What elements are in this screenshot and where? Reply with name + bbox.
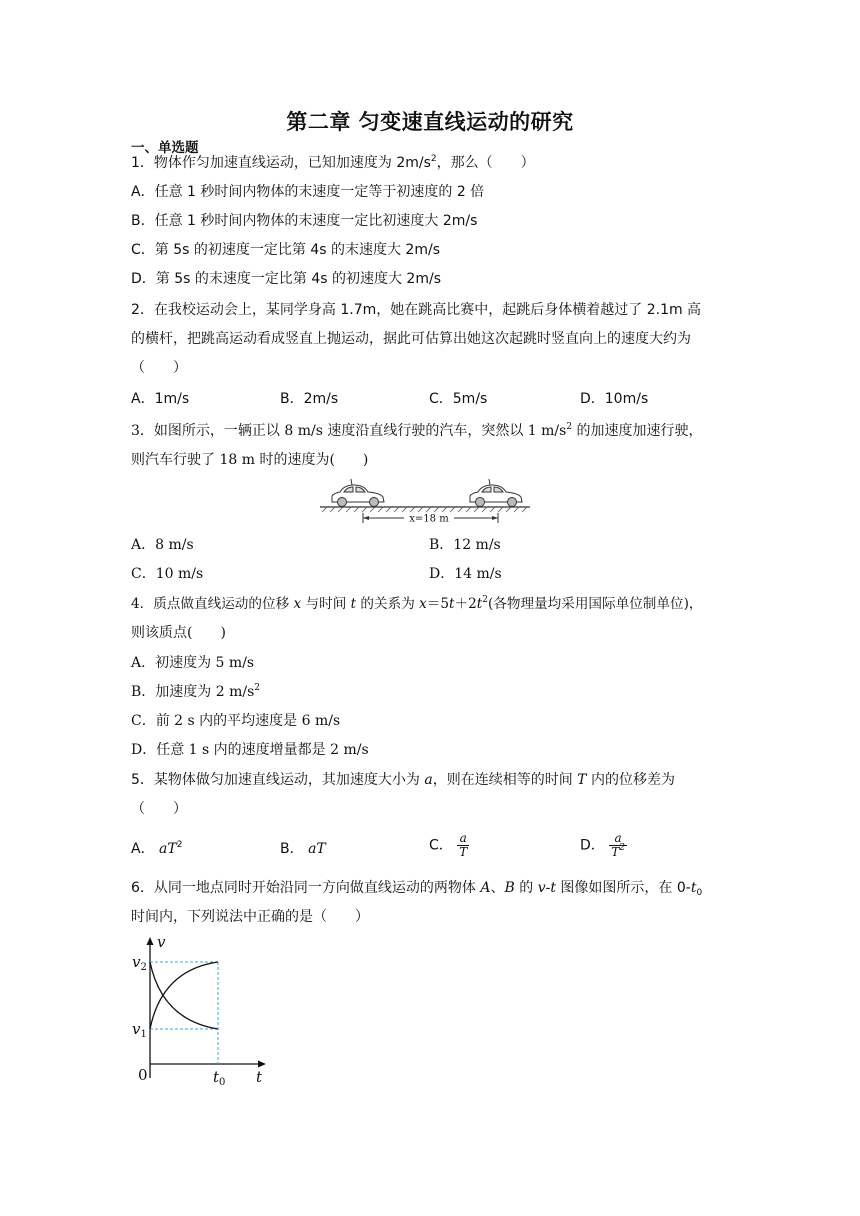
q4-option-d: D．任意 1 s 内的速度增量都是 2 m/s <box>131 742 369 758</box>
q1-option-b: B．任意 1 秒时间内物体的末速度一定比初速度大 2m/s <box>131 213 478 229</box>
origin-label: 0 <box>138 1066 148 1084</box>
q3-option-b: B．12 m/s <box>429 537 501 553</box>
q3-option-a: A．8 m/s <box>131 537 194 553</box>
q1-option-d: D．第 5s 的末速度一定比第 4s 的初速度大 2m/s <box>131 271 441 287</box>
q3-car-figure <box>318 477 532 525</box>
car-2-icon <box>470 479 522 507</box>
q3-stem-line1: 3．如图所示，一辆正以 8 m/s 速度沿直线行驶的汽车，突然以 1 $m/s^2$ 的加速度加速行驶， <box>131 422 703 439</box>
q6-vt-graph <box>128 934 278 1088</box>
q2-option-c: C．5m/s <box>429 391 488 407</box>
curve-decreasing <box>150 962 218 1029</box>
section-heading: 一、单选题 <box>131 140 199 156</box>
q5-stem-line2: （ ） <box>131 801 187 817</box>
q2-stem-line3: （ ） <box>131 360 187 376</box>
q5-c-fraction: $\frac{a}{T}$ <box>459 831 468 859</box>
car-1-icon <box>332 479 384 507</box>
q3-distance-label: x=18 m <box>409 513 449 525</box>
q4-option-a: A．初速度为 5 m/s <box>131 655 255 671</box>
q5-stem-line1: 5．某物体做匀加速直线运动，其加速度大小为 a，则在连续相等的时间 T 内的位移差为 <box>131 772 675 788</box>
curve-increasing <box>150 962 218 1029</box>
q3-stem-line2: 则汽车行驶了 18 m 时的速度为( ) <box>131 452 369 468</box>
q4-stem-line1: 4．质点做直线运动的位移 x 与时间 t 的关系为 $x=5t+2t^2$(各物理量均采用国际单位制单位)， <box>131 595 703 612</box>
q1-stem: 1．物体作匀加速直线运动，已知加速度为 $2m/s^2$，那么（ ） <box>131 154 535 171</box>
q6-stem-line2: 时间内，下列说法中正确的是（ ） <box>131 909 369 925</box>
q5-option-b: B． aT <box>280 841 326 857</box>
q2-option-a: A．1m/s <box>131 391 190 407</box>
q4-stem-line2: 则该质点( ) <box>131 625 226 641</box>
q2-option-d: D．10m/s <box>580 391 649 407</box>
q6-stem-line1: 6．从同一地点同时开始沿同一方向做直线运动的两物体 A、B 的 v-t 图像如图所示，在 $0-t_0$ <box>131 880 703 898</box>
axis-t-label: t <box>256 1068 263 1086</box>
q1-option-a: A．任意 1 秒时间内物体的末速度一定等于初速度的 2 倍 <box>131 184 485 200</box>
q2-stem-line1: 2．在我校运动会上，某同学身高 1.7m，她在跳高比赛中，起跳后身体横着越过了 2.1m 高 <box>131 302 702 318</box>
q3-option-c: C．10 m/s <box>131 566 204 582</box>
q5-option-c: C． $\frac{a}{T}$ <box>429 831 468 859</box>
q2-stem-line2: 的横杆，把跳高运动看成竖直上抛运动，据此可估算出她这次起跳时竖直向上的速度大约为 <box>131 331 691 347</box>
v1-label: $v_1$ <box>132 1020 147 1040</box>
axis-v-label: v <box>157 934 166 951</box>
q5-d-fraction: $\frac{a}{T^2}$ <box>611 831 625 859</box>
q4-option-b: B．加速度为 2 $m/s^2$ <box>131 683 261 700</box>
q3-option-d: D．14 m/s <box>429 566 502 582</box>
q5-option-d: D． $\frac{a}{T^2}$ <box>580 831 625 859</box>
page-title: 第二章 匀变速直线运动的研究 <box>286 110 574 134</box>
q1-option-c: C．第 5s 的初速度一定比第 4s 的末速度大 2m/s <box>131 242 440 258</box>
q5-option-a: A． $aT^2$ <box>131 840 183 857</box>
q4-option-c: C．前 2 s 内的平均速度是 6 m/s <box>131 713 341 729</box>
q2-option-b: B．2m/s <box>280 391 339 407</box>
t0-label: $t_0$ <box>213 1068 226 1088</box>
v2-label: $v_2$ <box>132 953 147 973</box>
